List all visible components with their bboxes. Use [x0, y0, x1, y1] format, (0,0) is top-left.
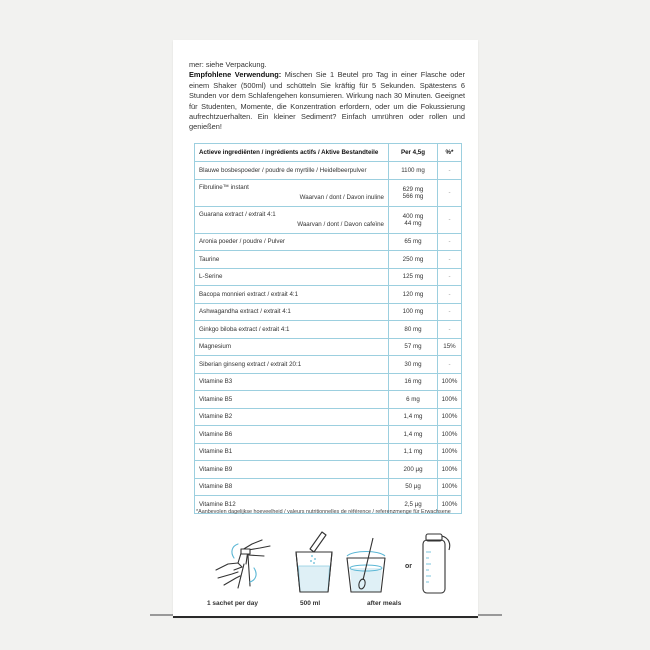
- glass-spoon-or-bottle-icon: [343, 530, 463, 596]
- table-row: [195, 179, 462, 206]
- ingredient-name: Vitamine B6: [195, 426, 389, 444]
- ingredient-amount: 16 mg: [389, 373, 438, 391]
- ingredient-amount: 30 mg: [389, 356, 438, 374]
- ingredient-name: Ginkgo biloba extract / extrait 4:1: [195, 321, 389, 339]
- table-row: [195, 443, 462, 461]
- ingredient-amount: 57 mg: [389, 338, 438, 356]
- step-water: [290, 530, 340, 607]
- sachet-hands-icon: [208, 530, 278, 592]
- lead-text: mer: siehe Verpackung.: [189, 60, 267, 69]
- ingredient-subname: Waarvan / dont / Davon inuline: [299, 194, 384, 201]
- usage-instructions: [189, 60, 465, 133]
- ingredient-percent: 100%: [438, 391, 462, 409]
- ingredient-percent: 100%: [438, 408, 462, 426]
- ingredient-percent: 100%: [438, 461, 462, 479]
- ingredient-name: Taurine: [195, 251, 389, 269]
- ingredient-amount: 1100 mg: [389, 162, 438, 180]
- table-row: [195, 478, 462, 496]
- ingredient-amount: 250 mg: [389, 251, 438, 269]
- ingredient-amount-cell: [389, 179, 438, 206]
- table-header-row: [195, 144, 462, 162]
- ingredient-name: L-Serine: [195, 268, 389, 286]
- ingredient-percent: -: [438, 162, 462, 180]
- ingredient-percent: 100%: [438, 496, 462, 514]
- glass-water-icon: [290, 530, 340, 596]
- ingredient-percent: 100%: [438, 443, 462, 461]
- table-row: [195, 286, 462, 304]
- ingredient-percent: 100%: [438, 426, 462, 444]
- ingredient-amount: 1,4 mg: [389, 408, 438, 426]
- table-row: [195, 268, 462, 286]
- ingredient-name: Aronia poeder / poudre / Pulver: [195, 233, 389, 251]
- ingredient-amount: 100 mg: [389, 303, 438, 321]
- header-amount: Per 4,5g: [389, 144, 438, 162]
- ingredient-percent: 100%: [438, 373, 462, 391]
- table-row: [195, 206, 462, 233]
- step-water-label: 500 ml: [300, 600, 321, 607]
- step-after-meals: [343, 530, 463, 607]
- box-shadow-right: [478, 614, 502, 616]
- ingredient-name: Vitamine B9: [195, 461, 389, 479]
- ingredient-amount: 80 mg: [389, 321, 438, 339]
- ingredient-percent: -: [438, 356, 462, 374]
- table-row: [195, 373, 462, 391]
- ingredient-amount: 629 mg: [402, 185, 424, 193]
- ingredient-amount: 65 mg: [389, 233, 438, 251]
- ingredient-amount: 1,4 mg: [389, 426, 438, 444]
- ingredient-amount: 400 mg: [402, 212, 424, 220]
- ingredient-percent: -: [438, 286, 462, 304]
- table-row: [195, 426, 462, 444]
- ingredient-name: Vitamine B3: [195, 373, 389, 391]
- ingredient-amount: 125 mg: [389, 268, 438, 286]
- ingredient-name: Magnesium: [195, 338, 389, 356]
- ingredient-amount: 6 mg: [389, 391, 438, 409]
- ingredients-table: [194, 143, 462, 514]
- table-footnote: *Aanbevolen dagelijkse hoeveelheid / valeurs nutritionnelles de référence / referenzmenge für Erwachsene: [196, 509, 451, 515]
- ingredient-name: Vitamine B5: [195, 391, 389, 409]
- ingredient-amount: 120 mg: [389, 286, 438, 304]
- header-ingredient: Actieve ingrediënten / ingrédients actifs / Aktive Bestandteile: [195, 144, 389, 162]
- ingredient-name: Vitamine B12: [195, 496, 389, 514]
- usage-text: Mischen Sie 1 Beutel pro Tag in einer Flasche oder einem Shaker (500ml) und schütteln Sie kräftig für 5 Sekunden. Spätestens 6 Stunden vor dem Schlafengehen konsumieren. Wirkung nach 30 Minuten. Geeignet für Studenten, Momente, die Konzentration erfordern, oder um die Fokussierung aufrechtzuerhalten. Ein kleiner Sediment? Einfach umrühren oder rollen und genießen!: [189, 70, 465, 132]
- ingredient-name: Ashwagandha extract / extrait 4:1: [195, 303, 389, 321]
- table-row: [195, 251, 462, 269]
- table-row: [195, 233, 462, 251]
- ingredient-percent: -: [438, 268, 462, 286]
- table-row: [195, 461, 462, 479]
- ingredient-percent: -: [438, 179, 462, 206]
- table-row: [195, 303, 462, 321]
- ingredient-percent: -: [438, 233, 462, 251]
- ingredient-name: Blauwe bosbespoeder / poudre de myrtille / Heidelbeerpulver: [195, 162, 389, 180]
- ingredient-name-cell: [195, 206, 389, 233]
- table-row: [195, 338, 462, 356]
- ingredient-amount-sub: 566 mg: [402, 192, 424, 200]
- ingredient-name: Vitamine B2: [195, 408, 389, 426]
- ingredient-amount-cell: [389, 206, 438, 233]
- ingredient-amount: 50 µg: [389, 478, 438, 496]
- table-row: [195, 408, 462, 426]
- step-after-meals-label: after meals: [367, 600, 402, 607]
- ingredient-amount-sub: 44 mg: [404, 219, 422, 227]
- ingredient-subname: Waarvan / dont / Davon cafeïne: [297, 221, 384, 228]
- table-row: [195, 391, 462, 409]
- ingredient-name: Bacopa monnieri extract / extrait 4:1: [195, 286, 389, 304]
- ingredient-name: Siberian ginseng extract / extrait 20:1: [195, 356, 389, 374]
- ingredient-name: Guarana extract / extrait 4:1: [199, 211, 276, 218]
- ingredient-percent: -: [438, 303, 462, 321]
- ingredient-name: Fibruline™ instant: [199, 184, 249, 191]
- ingredient-percent: -: [438, 206, 462, 233]
- ingredient-percent: 100%: [438, 478, 462, 496]
- ingredient-amount: 200 µg: [389, 461, 438, 479]
- ingredient-amount: 2,5 µg: [389, 496, 438, 514]
- ingredient-percent: -: [438, 321, 462, 339]
- ingredient-amount: 1,1 mg: [389, 443, 438, 461]
- table-row: [195, 356, 462, 374]
- table-row: [195, 162, 462, 180]
- ingredient-name: Vitamine B1: [195, 443, 389, 461]
- usage-steps: [195, 530, 465, 610]
- or-text: or: [405, 563, 412, 570]
- ingredient-percent: -: [438, 251, 462, 269]
- box-bottom-edge: [173, 616, 478, 618]
- header-percent: %*: [438, 144, 462, 162]
- box-shadow-left: [150, 614, 174, 616]
- step-sachet: [203, 530, 283, 607]
- table-row: [195, 321, 462, 339]
- step-sachet-label: 1 sachet per day: [207, 600, 258, 607]
- ingredient-name-cell: [195, 179, 389, 206]
- usage-heading: Empfohlene Verwendung:: [189, 70, 282, 80]
- ingredient-name: Vitamine B8: [195, 478, 389, 496]
- ingredient-percent: 15%: [438, 338, 462, 356]
